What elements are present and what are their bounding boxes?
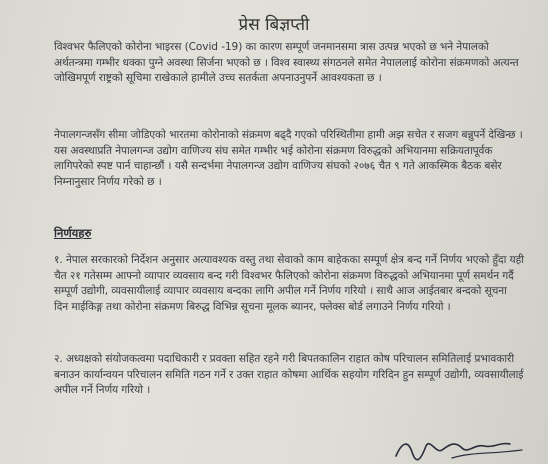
decision-item-1: १. नेपाल सरकारको निर्देशन अनुसार अत्यावश्यक वस्तु तथा सेवाको काम बाहेकका सम्पूर्ण क्षेत्र बन्द गर्ने निर्णय भएको हुँदा यही चैत २१ गतेसम्म आफ्नो व्यापार व्यवसाय बन्द गरी विश्वभर फैलिएको कोरोना संक्रमण विरुद्धको अभियानमा पूर्ण समर्थन गर्दै सम्पूर्ण उद्योगी, व्यवसायीलाई व्यापार व्यवसाय बन्दका लागि अपील गर्ने निर्णय गरियो । साथै आज आईतबार बन्दको सूचना दिन माईकिङ्ग तथा कोरोना संक्रमण बिरुद्ध विभिन्न सूचना मूलक ब्यानर, फ्लेक्स बोर्ड लगाउने निर्णय गरियो । bbox=[54, 254, 524, 313]
decisions-heading: निर्णयहरु bbox=[54, 226, 92, 240]
paragraph-covid-intro: विश्वभर फैलिएको कोरोना भाइरस (Covid -19) का कारण सम्पूर्ण जनमानसमा त्रास उत्पन्न भएको छ भने नेपालको अर्थतन्त्रमा गम्भीर धक्का पुग्ने अवस्था सिर्जना भएको छ । विश्व स्वास्थ्य संगठनले समेत नेपाललाई कोरोना संक्रमणको अत्यन्त जोखिमपूर्ण राष्ट्रको सूचिमा राखेकाले हामीले उच्च सतर्कता अपनाउनुपर्ने आवश्यकता छ । bbox=[54, 41, 519, 85]
paragraph-nepalgunj-context: नेपालगन्जसँग सीमा जोडिएको भारतमा कोरोनाको संक्रमण बढ्दै गएको परिस्थितीमा हामी अझ सचेत र सजग बन्नुपर्ने देखिन्छ । यस अवस्थाप्रति नेपालगन्ज उद्योग वाणिज्य संघ समेत गम्भीर भई कोरोना संक्रमण विरुद्धको अभियानमा सक्रियतापूर्वक लागिपरेको स्पष्ट पार्न चाहान्छौं । यसै सन्दर्भमा नेपालगन्ज उद्योग वाणिज्य संघको २०७६ चैत ९ गते आकस्मिक बैठक बसेर निम्नानुसार निर्णय गरेको छ । bbox=[54, 129, 523, 188]
page-title: प्रेस बिज्ञप्ती bbox=[238, 15, 310, 35]
decision-item-2: २. अध्यक्षको संयोजकत्वमा पदाधिकारी र प्रवक्ता सहित रहने गरी बिपतकालिन राहात कोष परिचालन समितिलाई प्रभावकारी बनाउन कार्यान्वयन परिचालन समिति गठन गर्ने र उक्त राहात कोषमा आर्थिक सहयोग गरिदिन हुन सम्पूर्ण उद्योगी, व्यवसायीलाई अपील गर्ने निर्णय गरियो । bbox=[54, 353, 524, 397]
signature-mark bbox=[392, 432, 542, 464]
